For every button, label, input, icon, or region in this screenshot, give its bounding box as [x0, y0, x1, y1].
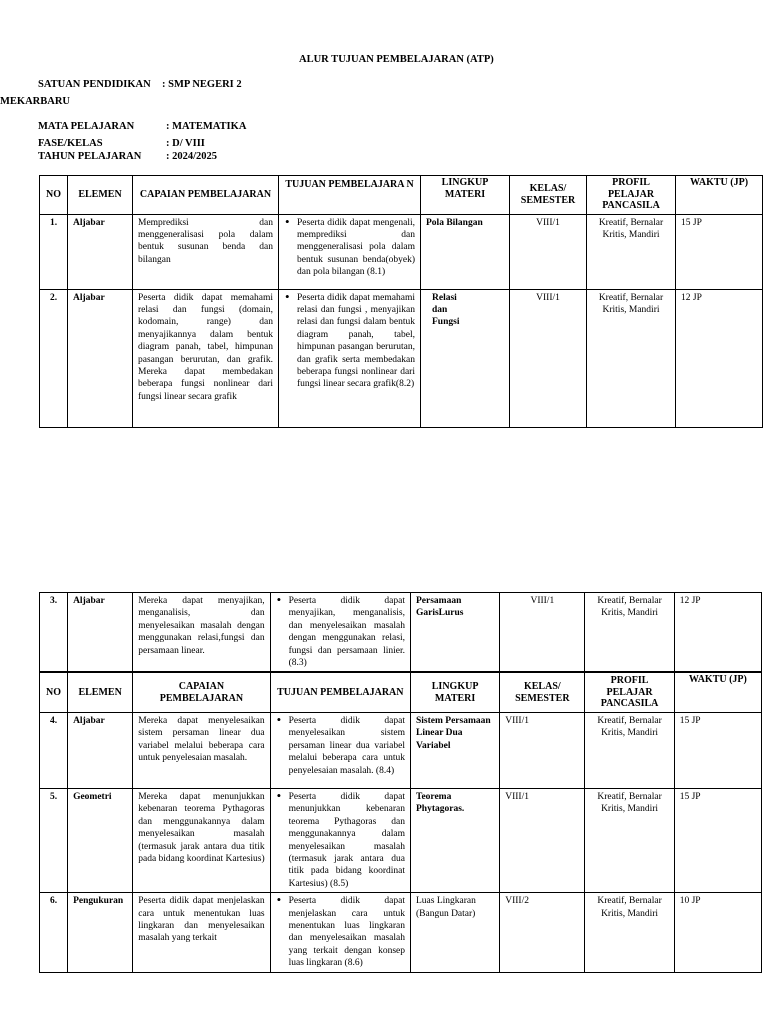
row-lingkup: Persamaan GarisLurus [410, 593, 499, 673]
header-profil: PROFIL PELAJAR PANCASILA [585, 672, 674, 712]
row-elemen: Geometri [68, 788, 133, 892]
row-lingkup: Luas Lingkaran (Bangun Datar) [410, 893, 499, 972]
header-tujuan: TUJUAN PEMBELAJARA N [279, 176, 421, 215]
row-profil: Kreatif, Bernalar Kritis, Mandiri [585, 788, 674, 892]
row-capaian: Mereka dapat menunjukkan kebenaran teorema Pythagoras dan menggunakannya dalam menyelesaikan masalah (termasuk jarak antara dua titik pada bidang koordinat Kartesius) [133, 788, 270, 892]
header-lingkup: LINGKUP MATERI [421, 176, 510, 215]
header-tujuan: TUJUAN PEMBELAJARAN [270, 672, 410, 712]
row-capaian: Peserta didik dapat memahami relasi dan fungsi (domain, kodomain, range) dan menyajikannya dalam bentuk diagram panah, tabel, himpunan pasangan berurutan, dan grafik. Mereka dapat membedakan beberapa fungsi nonlinear dari fungsi linear secara grafik [133, 289, 279, 427]
subject-label: MATA PELAJARAN [38, 121, 135, 132]
row-waktu: 10 JP [674, 893, 761, 972]
header-kelas: KELAS/ SEMESTER [500, 672, 585, 712]
table-row [40, 788, 762, 892]
row-lingkup: Relasi dan Fungsi [432, 292, 460, 328]
document-title: ALUR TUJUAN PEMBELAJARAN (ATP) [299, 54, 494, 65]
row-lingkup: Teorema Phytagoras. [410, 788, 499, 892]
row-waktu: 12 JP [676, 289, 763, 427]
row-tujuan: • Peserta didik dapat mengenali, memprediksi dan menggeneralisasi pola dalam bentuk susunan benda(obyek) dan pola bilangan (8.1) [284, 217, 415, 279]
school-label: SATUAN PENDIDIKAN [38, 79, 151, 90]
atp-table-page-1 [39, 175, 763, 428]
row-no: 1. [40, 214, 68, 289]
header-capaian: CAPAIAN PEMBELAJARAN [133, 176, 279, 215]
header-waktu: WAKTU (JP) [676, 176, 763, 215]
table-header-row [40, 672, 762, 712]
header-profil: PROFIL PELAJAR PANCASILA [587, 176, 676, 215]
row-elemen: Aljabar [68, 593, 133, 673]
header-no: NO [40, 176, 68, 215]
row-profil: Kreatif, Bernalar Kritis, Mandiri [587, 289, 676, 427]
row-elemen: Aljabar [68, 289, 133, 427]
table-row [40, 712, 762, 788]
row-capaian: Mereka dapat menyelesaikan sistem persaman linear dua variabel melalui beberapa cara untuk penyelesaian masalah. [133, 712, 270, 788]
school-value: : SMP NEGERI 2 [162, 79, 242, 90]
row-kelas: VIII/2 [500, 893, 585, 972]
table-header-row [40, 176, 763, 215]
phase-value: : D/ VIII [166, 138, 205, 149]
row-profil: Kreatif, Bernalar Kritis, Mandiri [585, 893, 674, 972]
row-no: 2. [40, 289, 68, 427]
row-elemen: Pengukuran [68, 893, 133, 972]
year-label: TAHUN PELAJARAN [38, 151, 142, 162]
table-row [40, 289, 763, 427]
row-elemen: Aljabar [68, 214, 133, 289]
row-capaian: Peserta didik dapat menjelaskan cara untuk menentukan luas lingkaran dan menyelesaikan masalah yang terkait [133, 893, 270, 972]
row-capaian: Memprediksi dan menggeneralisasi pola dalam bentuk susunan benda dan bilangan [133, 214, 279, 289]
header-waktu: WAKTU (JP) [674, 672, 761, 712]
table-row [40, 893, 762, 972]
row-tujuan: • Peserta didik dapat memahami relasi dan fungsi , menyajikan relasi dan fungsi dalam bentuk diagram panah, tabel, himpunan pasangan berurutan, dan grafik serta membedakan beberapa fungsi nonlinear dari fungsi linear secara grafik(8.2) [284, 292, 415, 391]
row-tujuan: • Peserta didik dapat menjelaskan cara untuk menentukan luas lingkaran dan menyelesaikan masalah yang terkait dengan konsep luas lingkaran (8.6) [276, 895, 405, 969]
row-tujuan: • Peserta didik dapat menunjukkan kebenaran teorema Pythagoras dan menggunakannya dalam menyelesaikan masalah (termasuk jarak antara dua titik pada bidang koordinat Kartesius) (8.5) [276, 791, 405, 890]
row-waktu: 15 JP [676, 214, 763, 289]
school-value-continued: MEKARBARU [0, 96, 70, 107]
row-kelas: VIII/1 [500, 788, 585, 892]
row-no: 5. [40, 788, 68, 892]
atp-table-page-2 [39, 592, 762, 973]
row-profil: Kreatif, Bernalar Kritis, Mandiri [585, 712, 674, 788]
table-row [40, 593, 762, 673]
row-profil: Kreatif, Bernalar Kritis, Mandiri [587, 214, 676, 289]
row-profil: Kreatif, Bernalar Kritis, Mandiri [585, 593, 674, 673]
row-kelas: VIII/1 [500, 593, 585, 673]
row-tujuan: • Peserta didik dapat menyajikan, menganalisis, dan menyelesaikan masalah dengan menggunakan relasi, fungsi dan persamaan linier. (8.3) [276, 595, 405, 669]
row-no: 4. [40, 712, 68, 788]
subject-value: : MATEMATIKA [166, 121, 247, 132]
row-lingkup: Sistem Persamaan Linear Dua Variabel [410, 712, 499, 788]
row-no: 6. [40, 893, 68, 972]
row-kelas: VIII/1 [500, 712, 585, 788]
header-lingkup: LINGKUP MATERI [410, 672, 499, 712]
header-capaian: CAPAIAN PEMBELAJARAN [133, 672, 270, 712]
row-waktu: 15 JP [674, 712, 761, 788]
row-waktu: 15 JP [674, 788, 761, 892]
row-capaian: Mereka dapat menyajikan, menganalisis, dan menyelesaikan masalah dengan menggunakan relasi,fungsi dan persamaan linear. [133, 593, 270, 673]
row-kelas: VIII/1 [510, 289, 587, 427]
row-tujuan: • Peserta didik dapat menyelesaikan sistem persaman linear dua variabel melalui beberapa cara untuk penyelesaian masalah. (8.4) [276, 715, 405, 777]
phase-label: FASE/KELAS [38, 138, 103, 149]
row-lingkup: Pola Bilangan [421, 214, 510, 289]
table-row [40, 214, 763, 289]
header-kelas: KELAS/ SEMESTER [510, 176, 587, 215]
row-elemen: Aljabar [68, 712, 133, 788]
header-elemen: ELEMEN [68, 672, 133, 712]
header-no: NO [40, 672, 68, 712]
year-value: : 2024/2025 [166, 151, 218, 162]
row-waktu: 12 JP [674, 593, 761, 673]
row-no: 3. [40, 593, 68, 673]
header-elemen: ELEMEN [68, 176, 133, 215]
row-kelas: VIII/1 [510, 214, 587, 289]
